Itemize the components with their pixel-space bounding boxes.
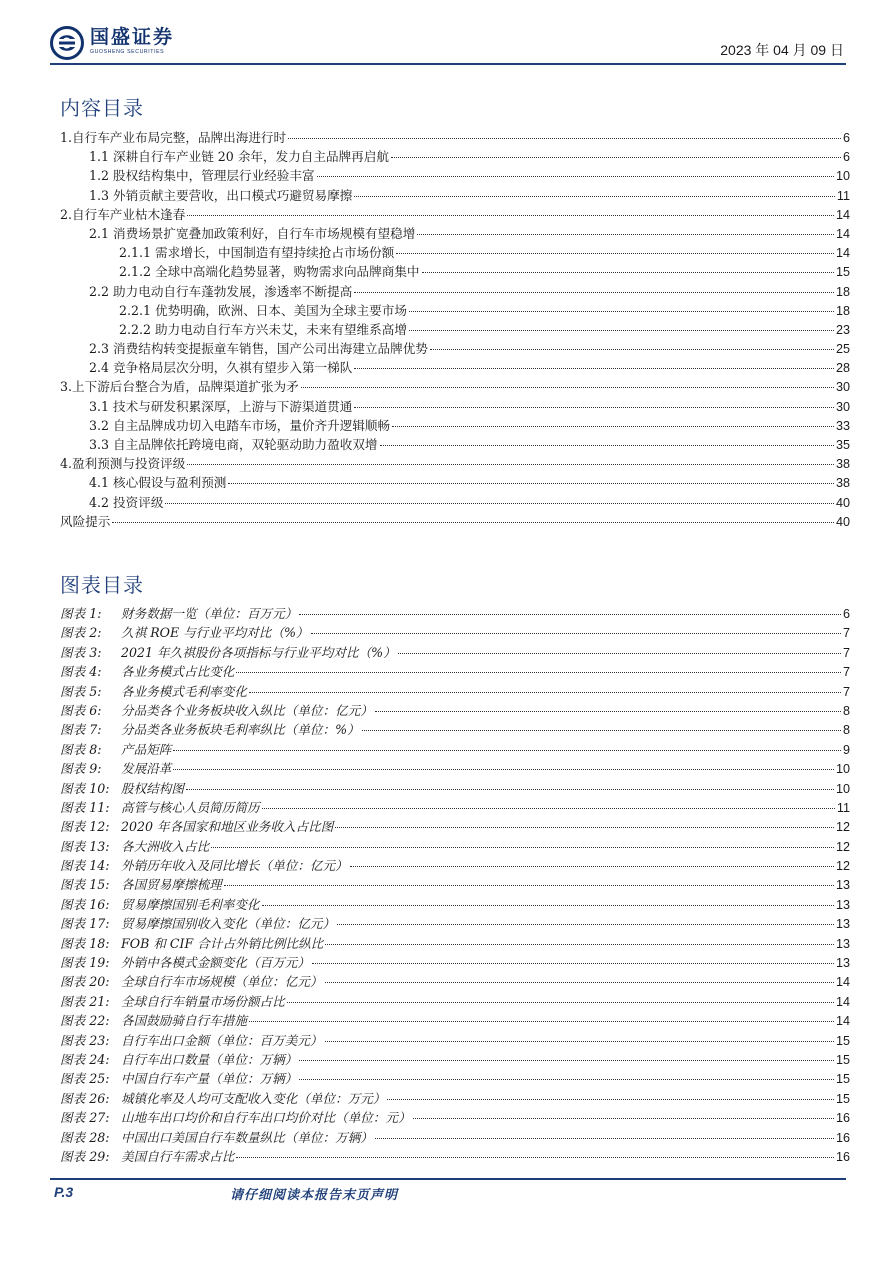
figure-entry[interactable] — [60, 662, 850, 681]
page-number: P.3 — [54, 1184, 74, 1200]
leader-dots — [354, 292, 834, 293]
figure-entry[interactable] — [60, 1011, 850, 1030]
figure-entry-page: 16 — [835, 1111, 850, 1126]
figure-entry-title: 中国自行车产量（单位：万辆） — [121, 1071, 298, 1087]
table-of-contents — [60, 128, 850, 531]
toc-entry[interactable] — [60, 243, 850, 262]
toc-entry-page: 18 — [835, 303, 850, 318]
figure-entry[interactable] — [60, 934, 850, 953]
figure-entry-title: 2021 年久祺股份各项指标与行业平均对比（%） — [121, 644, 396, 660]
figure-entry-title: 各业务模式毛利率变化 — [121, 683, 247, 699]
toc-entry[interactable] — [60, 166, 850, 185]
leader-dots — [299, 1079, 834, 1080]
leader-dots — [249, 1021, 834, 1022]
figure-entry-label: 图表 16: — [60, 896, 110, 912]
toc-entry-title: 2.3 消费结构转变提振童车销售，国产公司出海建立品牌优势 — [89, 341, 428, 357]
figure-entry-title: FOB 和 CIF 合计占外销比例比纵比 — [121, 935, 324, 951]
leader-dots — [417, 234, 834, 235]
guosheng-logo-icon — [50, 26, 84, 60]
leader-dots — [409, 330, 834, 331]
leader-dots — [354, 407, 834, 408]
figure-entry[interactable] — [60, 623, 850, 642]
toc-entry[interactable] — [60, 205, 850, 224]
figure-entry-label: 图表 6: — [60, 702, 102, 718]
toc-entry[interactable] — [60, 435, 850, 454]
figure-entry[interactable] — [60, 914, 850, 933]
figure-entry-page: 13 — [835, 878, 850, 893]
figure-entry-title: 各大洲收入占比 — [121, 838, 210, 854]
toc-entry-title: 4.1 核心假设与盈利预测 — [89, 475, 227, 491]
leader-dots — [165, 503, 834, 504]
leader-dots — [299, 614, 841, 615]
leader-dots — [325, 944, 834, 945]
figure-entry-label: 图表 1: — [60, 606, 102, 621]
leader-dots — [262, 905, 834, 906]
figure-entry[interactable] — [60, 759, 850, 778]
figure-entry-title: 2020 年各国家和地区业务收入占比图 — [121, 819, 334, 835]
figure-entry[interactable] — [60, 1089, 850, 1108]
figure-entry-label: 图表 29: — [60, 1148, 110, 1164]
toc-entry[interactable] — [60, 454, 850, 473]
figure-entry-page: 6 — [842, 607, 850, 621]
figure-entry-page: 7 — [842, 645, 850, 660]
figure-entry-title: 贸易摩擦国别收入变化（单位：亿元） — [121, 916, 336, 932]
toc-entry-page: 14 — [835, 207, 850, 222]
figure-entry-title: 城镇化率及人均可支配收入变化（单位：万元） — [121, 1090, 386, 1106]
toc-entry[interactable] — [60, 397, 850, 416]
toc-entry-title: 2.2 助力电动自行车蓬勃发展，渗透率不断提高 — [89, 283, 353, 299]
figure-entry-label: 图表 17: — [60, 916, 110, 932]
figure-entry-label: 图表 25: — [60, 1071, 110, 1087]
figure-entry-label: 图表 8: — [60, 741, 102, 757]
figure-entry-label: 图表 2: — [60, 625, 102, 641]
figure-entry-title: 发展沿革 — [121, 761, 172, 777]
figure-entry-page: 15 — [835, 1072, 850, 1087]
leader-dots — [288, 138, 841, 139]
toc-entry-title: 3.3 自主品牌依托跨境电商，双轮驱动助力盈收双增 — [89, 437, 378, 452]
leader-dots — [312, 963, 834, 964]
figure-entry-label: 图表 20: — [60, 974, 110, 990]
figure-entry-title: 美国自行车需求占比 — [121, 1148, 235, 1164]
toc-entry-title: 2.1 消费场景扩宽叠加政策利好，自行车市场规模有望稳增 — [89, 225, 416, 241]
toc-entry-page: 18 — [835, 284, 850, 299]
figure-entry-label: 图表 24: — [60, 1051, 110, 1067]
leader-dots — [317, 176, 834, 177]
figure-entry-page: 10 — [835, 781, 850, 796]
leader-dots — [299, 1060, 834, 1061]
toc-entry-page: 10 — [835, 169, 850, 184]
figure-entry-page: 14 — [835, 994, 850, 1009]
leader-dots — [187, 464, 834, 465]
figure-entry-title: 外销中各模式金额变化（百万元） — [121, 955, 310, 971]
toc-entry-title: 3.2 自主品牌成功切入电踏车市场，量价齐升逻辑顺畅 — [89, 417, 391, 433]
figure-entry-title: 分品类各业务板块毛利率纵比（单位：%） — [121, 722, 360, 738]
toc-entry-page: 25 — [835, 342, 850, 357]
figure-entry[interactable] — [60, 1069, 850, 1088]
toc-entry-title: 1.2 股权结构集中，管理层行业经验丰富 — [89, 168, 315, 184]
leader-dots — [362, 730, 841, 731]
toc-entry-title: 2.4 竞争格局层次分明，久祺有望步入第一梯队 — [89, 360, 353, 376]
toc-entry-title: 4.2 投资评级 — [89, 494, 164, 510]
toc-entry[interactable] — [60, 493, 850, 512]
toc-entry[interactable] — [60, 128, 850, 147]
leader-dots — [375, 1138, 834, 1139]
leader-dots — [301, 387, 834, 388]
figure-entry-page: 7 — [842, 665, 850, 680]
toc-entry-page: 40 — [835, 514, 850, 529]
toc-entry-title: 1.自行车产业布局完整，品牌出海进行时 — [60, 130, 287, 145]
figure-entry[interactable] — [60, 1108, 850, 1127]
leader-dots — [173, 769, 834, 770]
leader-dots — [335, 827, 834, 828]
leader-dots — [354, 368, 834, 369]
toc-entry[interactable] — [60, 186, 850, 205]
toc-entry-page: 38 — [835, 476, 850, 491]
figure-entry-page: 13 — [835, 897, 850, 912]
toc-entry[interactable] — [60, 282, 850, 301]
toc-entry-title: 4.盈利预测与投资评级 — [60, 456, 186, 472]
figure-entry-title: 全球自行车市场规模（单位：亿元） — [121, 974, 323, 990]
toc-entry-page: 30 — [835, 399, 850, 414]
toc-entry-page: 35 — [835, 438, 850, 452]
toc-entry-title: 2.2.2 助力电动自行车方兴未艾，未来有望维系高增 — [119, 321, 407, 337]
toc-entry-title: 3.上下游后台整合为盾，品牌渠道扩张为矛 — [60, 379, 299, 395]
leader-dots — [325, 1041, 834, 1042]
figure-entry[interactable] — [60, 837, 850, 856]
figure-entry-page: 12 — [835, 839, 850, 854]
toc-entry[interactable] — [60, 416, 850, 435]
leader-dots — [350, 866, 834, 867]
figure-entry-label: 图表 18: — [60, 935, 110, 951]
footer-divider — [50, 1178, 846, 1180]
figure-entry[interactable] — [60, 798, 850, 817]
leader-dots — [325, 982, 834, 983]
figure-entry-title: 中国出口美国自行车数量纵比（单位：万辆） — [121, 1129, 373, 1145]
company-logo — [50, 26, 174, 66]
leader-dots — [337, 924, 834, 925]
figure-entry-page: 12 — [835, 820, 850, 835]
leader-dots — [430, 349, 834, 350]
figure-entry[interactable] — [60, 953, 850, 972]
leader-dots — [422, 272, 834, 273]
toc-entry-page: 33 — [835, 418, 850, 433]
leader-dots — [262, 808, 835, 809]
figure-entry-label: 图表 4: — [60, 664, 102, 680]
leader-dots — [187, 215, 834, 216]
figure-entry-title: 各业务模式占比变化 — [121, 664, 235, 680]
toc-entry[interactable] — [60, 262, 850, 281]
leader-dots — [224, 885, 834, 886]
figure-entry-label: 图表 11: — [60, 799, 110, 815]
figure-entry-title: 自行车出口数量（单位：万辆） — [121, 1051, 298, 1067]
toc-entry-page: 14 — [835, 246, 850, 261]
figure-entry-label: 图表 26: — [60, 1090, 110, 1106]
figure-entry-title: 自行车出口金额（单位：百万美元） — [121, 1032, 323, 1048]
leader-dots — [236, 1157, 834, 1158]
figure-entry-label: 图表 19: — [60, 955, 110, 971]
toc-entry-page: 15 — [835, 265, 850, 280]
toc-entry-page: 30 — [835, 380, 850, 395]
figure-entry-page: 13 — [835, 936, 850, 951]
leader-dots — [211, 847, 834, 848]
leader-dots — [398, 653, 841, 654]
figure-entry-label: 图表 5: — [60, 683, 102, 699]
leader-dots — [409, 311, 834, 312]
figure-entry[interactable] — [60, 875, 850, 894]
toc-entry-page: 6 — [842, 150, 850, 165]
figure-entry-title: 高管与核心人员简历简历 — [121, 799, 260, 815]
toc-entry-page: 14 — [835, 226, 850, 241]
figure-entry[interactable] — [60, 779, 850, 798]
leader-dots — [112, 522, 834, 523]
toc-entry-page: 11 — [836, 188, 850, 203]
toc-entry[interactable] — [60, 358, 850, 377]
figure-entry[interactable] — [60, 972, 850, 991]
toc-entry-title: 2.2.1 优势明确，欧洲、日本、美国为全球主要市场 — [119, 302, 407, 318]
figure-entry-title: 各国贸易摩擦梳理 — [121, 877, 222, 893]
leader-dots — [396, 253, 834, 254]
toc-entry[interactable] — [60, 320, 850, 339]
figure-entry[interactable] — [60, 817, 850, 836]
figure-entry-page: 14 — [835, 975, 850, 990]
figure-entry[interactable] — [60, 856, 850, 875]
figure-entry-label: 图表 10: — [60, 780, 110, 796]
figure-entry[interactable] — [60, 720, 850, 739]
toc-entry-title: 2.1.2 全球中高端化趋势显著，购物需求向品牌商集中 — [119, 264, 420, 280]
toc-entry-page: 28 — [835, 361, 850, 376]
toc-entry-title: 2.1.1 需求增长，中国制造有望持续抢占市场份额 — [119, 245, 395, 261]
report-date: 2023 年 04 月 09 日 — [720, 42, 844, 58]
figure-entry[interactable] — [60, 992, 850, 1011]
disclaimer-note: 请仔细阅读本报告末页声明 — [230, 1188, 399, 1203]
figure-entry[interactable] — [60, 682, 850, 701]
figure-entry-page: 9 — [842, 742, 850, 757]
figure-entry-label: 图表 13: — [60, 838, 110, 854]
figure-entry[interactable] — [60, 604, 850, 623]
figure-entry[interactable] — [60, 1128, 850, 1147]
figure-entry-page: 16 — [835, 1130, 850, 1145]
leader-dots — [391, 157, 841, 158]
figure-entry-title: 贸易摩擦国别毛利率变化 — [121, 896, 260, 912]
figure-entry-label: 图表 28: — [60, 1129, 110, 1145]
toc-entry-title: 3.1 技术与研发积累深厚，上游与下游渠道贯通 — [89, 398, 353, 414]
figure-entry-label: 图表 7: — [60, 722, 102, 738]
leader-dots — [413, 1118, 834, 1119]
figure-entry-label: 图表 22: — [60, 1013, 110, 1029]
leader-dots — [387, 1099, 834, 1100]
figure-entry-page: 8 — [842, 723, 850, 738]
figure-entry-page: 15 — [835, 1091, 850, 1106]
logo-english-name: GUOSHENG SECURITIES — [90, 49, 165, 55]
figure-entry-label: 图表 9: — [60, 761, 102, 777]
leader-dots — [249, 692, 841, 693]
figure-entry-page: 16 — [835, 1149, 850, 1164]
figure-entry[interactable] — [60, 643, 850, 662]
toc-entry-page: 38 — [835, 457, 850, 472]
toc-entry-title: 风险提示 — [60, 513, 111, 529]
figure-entry-title: 财务数据一览（单位：百万元） — [121, 606, 298, 621]
leader-dots — [380, 445, 834, 446]
figure-entry-page: 7 — [842, 684, 850, 699]
toc-entry[interactable] — [60, 473, 850, 492]
figure-entry-page: 10 — [835, 762, 850, 777]
figure-entry[interactable] — [60, 740, 850, 759]
figure-entry-page: 15 — [835, 1052, 850, 1067]
toc-heading: 内容目录 — [60, 96, 144, 120]
figure-entry-page: 13 — [835, 956, 850, 971]
figure-entry-label: 图表 21: — [60, 993, 110, 1009]
figure-entry-title: 分品类各个业务板块收入纵比（单位：亿元） — [121, 702, 373, 718]
leader-dots — [392, 426, 834, 427]
figure-entry-label: 图表 14: — [60, 858, 110, 874]
figure-entry-page: 13 — [835, 917, 850, 932]
leader-dots — [354, 196, 835, 197]
toc-entry[interactable] — [60, 512, 850, 531]
toc-entry[interactable] — [60, 377, 850, 396]
toc-entry-title: 1.1 深耕自行车产业链 20 余年，发力自主品牌再启航 — [89, 149, 389, 165]
figure-entry-label: 图表 23: — [60, 1032, 110, 1048]
leader-dots — [186, 789, 834, 790]
leader-dots — [375, 711, 841, 712]
figure-entry[interactable] — [60, 1050, 850, 1069]
toc-entry-title: 2.自行车产业枯木逢春 — [60, 206, 186, 222]
leader-dots — [236, 672, 841, 673]
figure-entry-page: 11 — [836, 800, 850, 815]
figure-entry-label: 图表 15: — [60, 877, 110, 893]
figure-entry-page: 15 — [835, 1033, 850, 1048]
leader-dots — [287, 1002, 834, 1003]
figure-entry[interactable] — [60, 895, 850, 914]
toc-entry[interactable] — [60, 301, 850, 320]
toc-entry[interactable] — [60, 147, 850, 166]
leader-dots — [228, 483, 834, 484]
toc-entry-page: 6 — [842, 131, 850, 145]
figure-entry-title: 山地车出口均价和自行车出口均价对比（单位：元） — [121, 1110, 411, 1126]
figure-list — [60, 604, 850, 1166]
page-header — [0, 0, 892, 70]
figure-entry-title: 产品矩阵 — [121, 741, 172, 757]
figure-entry-label: 图表 12: — [60, 819, 110, 835]
figure-entry-title: 股权结构图 — [121, 780, 184, 796]
leader-dots — [311, 633, 841, 634]
figure-entry-title: 外销历年收入及同比增长（单位：亿元） — [121, 858, 348, 874]
toc-entry-title: 1.3 外销贡献主要营收，出口模式巧避贸易摩擦 — [89, 187, 353, 203]
figures-heading: 图表目录 — [60, 573, 144, 597]
figure-entry-label: 图表 3: — [60, 644, 102, 660]
figure-entry-page: 7 — [842, 626, 850, 641]
figure-entry[interactable] — [60, 701, 850, 720]
figure-entry-title: 久祺 ROE 与行业平均对比（%） — [121, 625, 309, 641]
toc-entry[interactable] — [60, 224, 850, 243]
toc-entry-page: 23 — [835, 322, 850, 337]
logo-chinese-name: 国盛证券 — [90, 26, 175, 48]
figure-entry-title: 各国鼓励骑自行车措施 — [121, 1013, 247, 1029]
leader-dots — [173, 750, 841, 751]
figure-entry-page: 8 — [842, 703, 850, 718]
toc-entry-page: 40 — [835, 495, 850, 510]
figure-entry[interactable] — [60, 1031, 850, 1050]
figure-entry-label: 图表 27: — [60, 1110, 110, 1126]
figure-entry-title: 全球自行车销量市场份额占比 — [121, 993, 285, 1009]
figure-entry-page: 12 — [835, 859, 850, 874]
figure-entry[interactable] — [60, 1147, 850, 1166]
figure-entry-page: 14 — [835, 1014, 850, 1029]
header-divider — [50, 63, 846, 65]
toc-entry[interactable] — [60, 339, 850, 358]
